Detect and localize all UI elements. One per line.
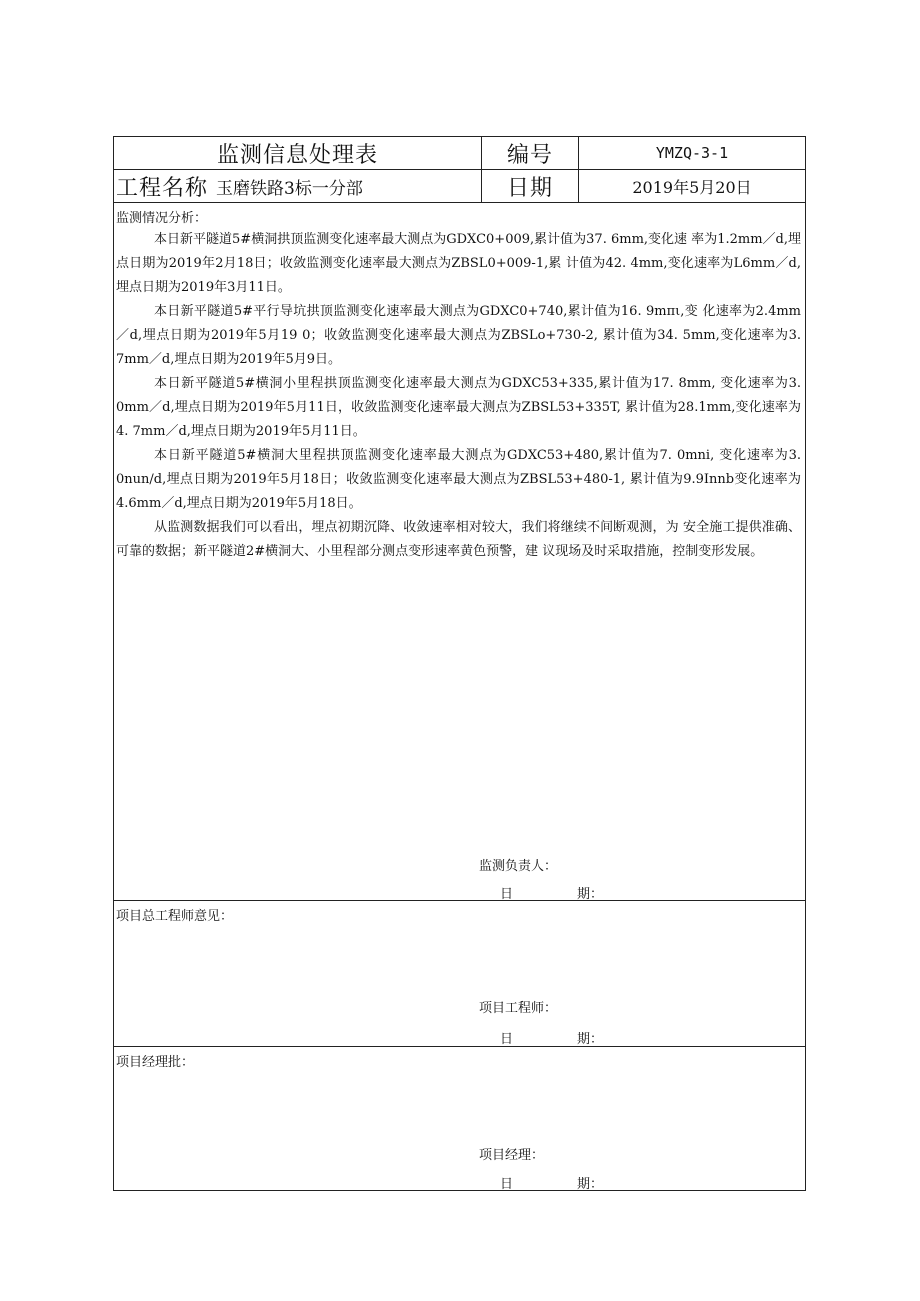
date-value-cell [579, 170, 805, 202]
monitoring-paragraph-3: 本日新平隧道5#横洞小里程拱顶监测变化速率最大测点为GDXC53+335,累计值为17. 8mm, 变化速率为3. 0mm／d,埋点日期为2019年5月11日，收敛监测变化速率最大测点为ZBSL53+335T, 累计值为28.1mm,变化速率为4. 7mm／d,埋点日期为2019年5月11日。 [116, 376, 801, 439]
manager-label: 项目经理批： [116, 1055, 195, 1070]
monitoring-info-form [113, 136, 806, 1191]
monitoring-date-right: 期： [577, 887, 604, 902]
number-label-cell [482, 137, 579, 169]
chief-engineer-signer-label: 项目工程师： [479, 1001, 558, 1016]
chief-engineer-date-line [500, 1028, 604, 1047]
manager-section [114, 1047, 805, 1190]
chief-engineer-label: 项目总工程师意见： [116, 909, 234, 924]
chief-engineer-date-right: 期： [577, 1032, 604, 1047]
manager-signer-label: 项目经理： [479, 1148, 545, 1163]
monitoring-date-line [500, 883, 604, 902]
project-label: 工程名称 [116, 175, 209, 201]
monitoring-paragraph-1: 本日新平隧道5#横洞拱顶监测变化速率最大测点为GDXC0+009,累计值为37. 6mm,变化速 率为1.2mm／d,埋点日期为2019年2月18日；收敛监测变化速率最大测点为ZBSL0+009-1,累 计值为42. 4mm,变化速率为L6mm／d,埋点日期为2019年3月11日。 [116, 232, 801, 295]
date-label: 日期 [506, 175, 553, 201]
monitoring-section-label: 监测情况分析： [116, 211, 208, 226]
date-label-cell [482, 170, 579, 202]
project-name: 玉磨铁路3标一分部 [216, 178, 363, 199]
monitoring-paragraph-2: 本日新平隧道5#平行导坑拱顶监测变化速率最大测点为GDXC0+740,累计值为16. 9mπι,变 化速率为2.4mm／d,埋点日期为2019年5月19 0；收敛监测变化速率最大测点为ZBSLo+730-2, 累计值为34. 5mm,变化速率为3. 7mm／d,埋点日期为2019年5月9日。 [116, 304, 801, 367]
header-row-2 [114, 170, 805, 203]
number-value-cell [579, 137, 805, 169]
monitoring-paragraph-5: 从监测数据我们可以看出，埋点初期沉降、收敛速率相对较大，我们将继续不间断观测，为 安全施工提供准确、可靠的数据；新平隧道2#横洞大、小里程部分测点变形速率黄色预警，建 议现场及时采取措施，控制变形发展。 [116, 520, 801, 559]
manager-date-right: 期： [577, 1177, 604, 1192]
chief-engineer-date-left: 日 [500, 1032, 514, 1047]
date-value: 2019年5月20日 [632, 177, 752, 197]
chief-engineer-section [114, 901, 805, 1047]
number-label: 编号 [506, 142, 553, 168]
manager-date-line [500, 1173, 604, 1192]
monitoring-paragraph-4: 本日新平隧道5#横洞大里程拱顶监测变化速率最大测点为GDXC53+480,累计值为7. 0mni, 变化速率为3. 0nun/d,埋点日期为2019年5月18日；收敛监测变化速率最大测点为ZBSL53+480-1, 累计值为9.9Innb变化速率为4.6mm／d,埋点日期为2019年5月18日。 [116, 448, 801, 511]
manager-date-left: 日 [500, 1177, 514, 1192]
form-title-cell [114, 137, 482, 169]
header-row-1 [114, 137, 805, 170]
number-value: YMZQ-3-1 [655, 144, 729, 162]
monitoring-section [114, 203, 805, 901]
project-cell [114, 170, 482, 202]
monitoring-signer-label: 监测负责人： [479, 859, 558, 874]
monitoring-date-left: 日 [500, 887, 514, 902]
form-title: 监测信息处理表 [216, 142, 378, 168]
